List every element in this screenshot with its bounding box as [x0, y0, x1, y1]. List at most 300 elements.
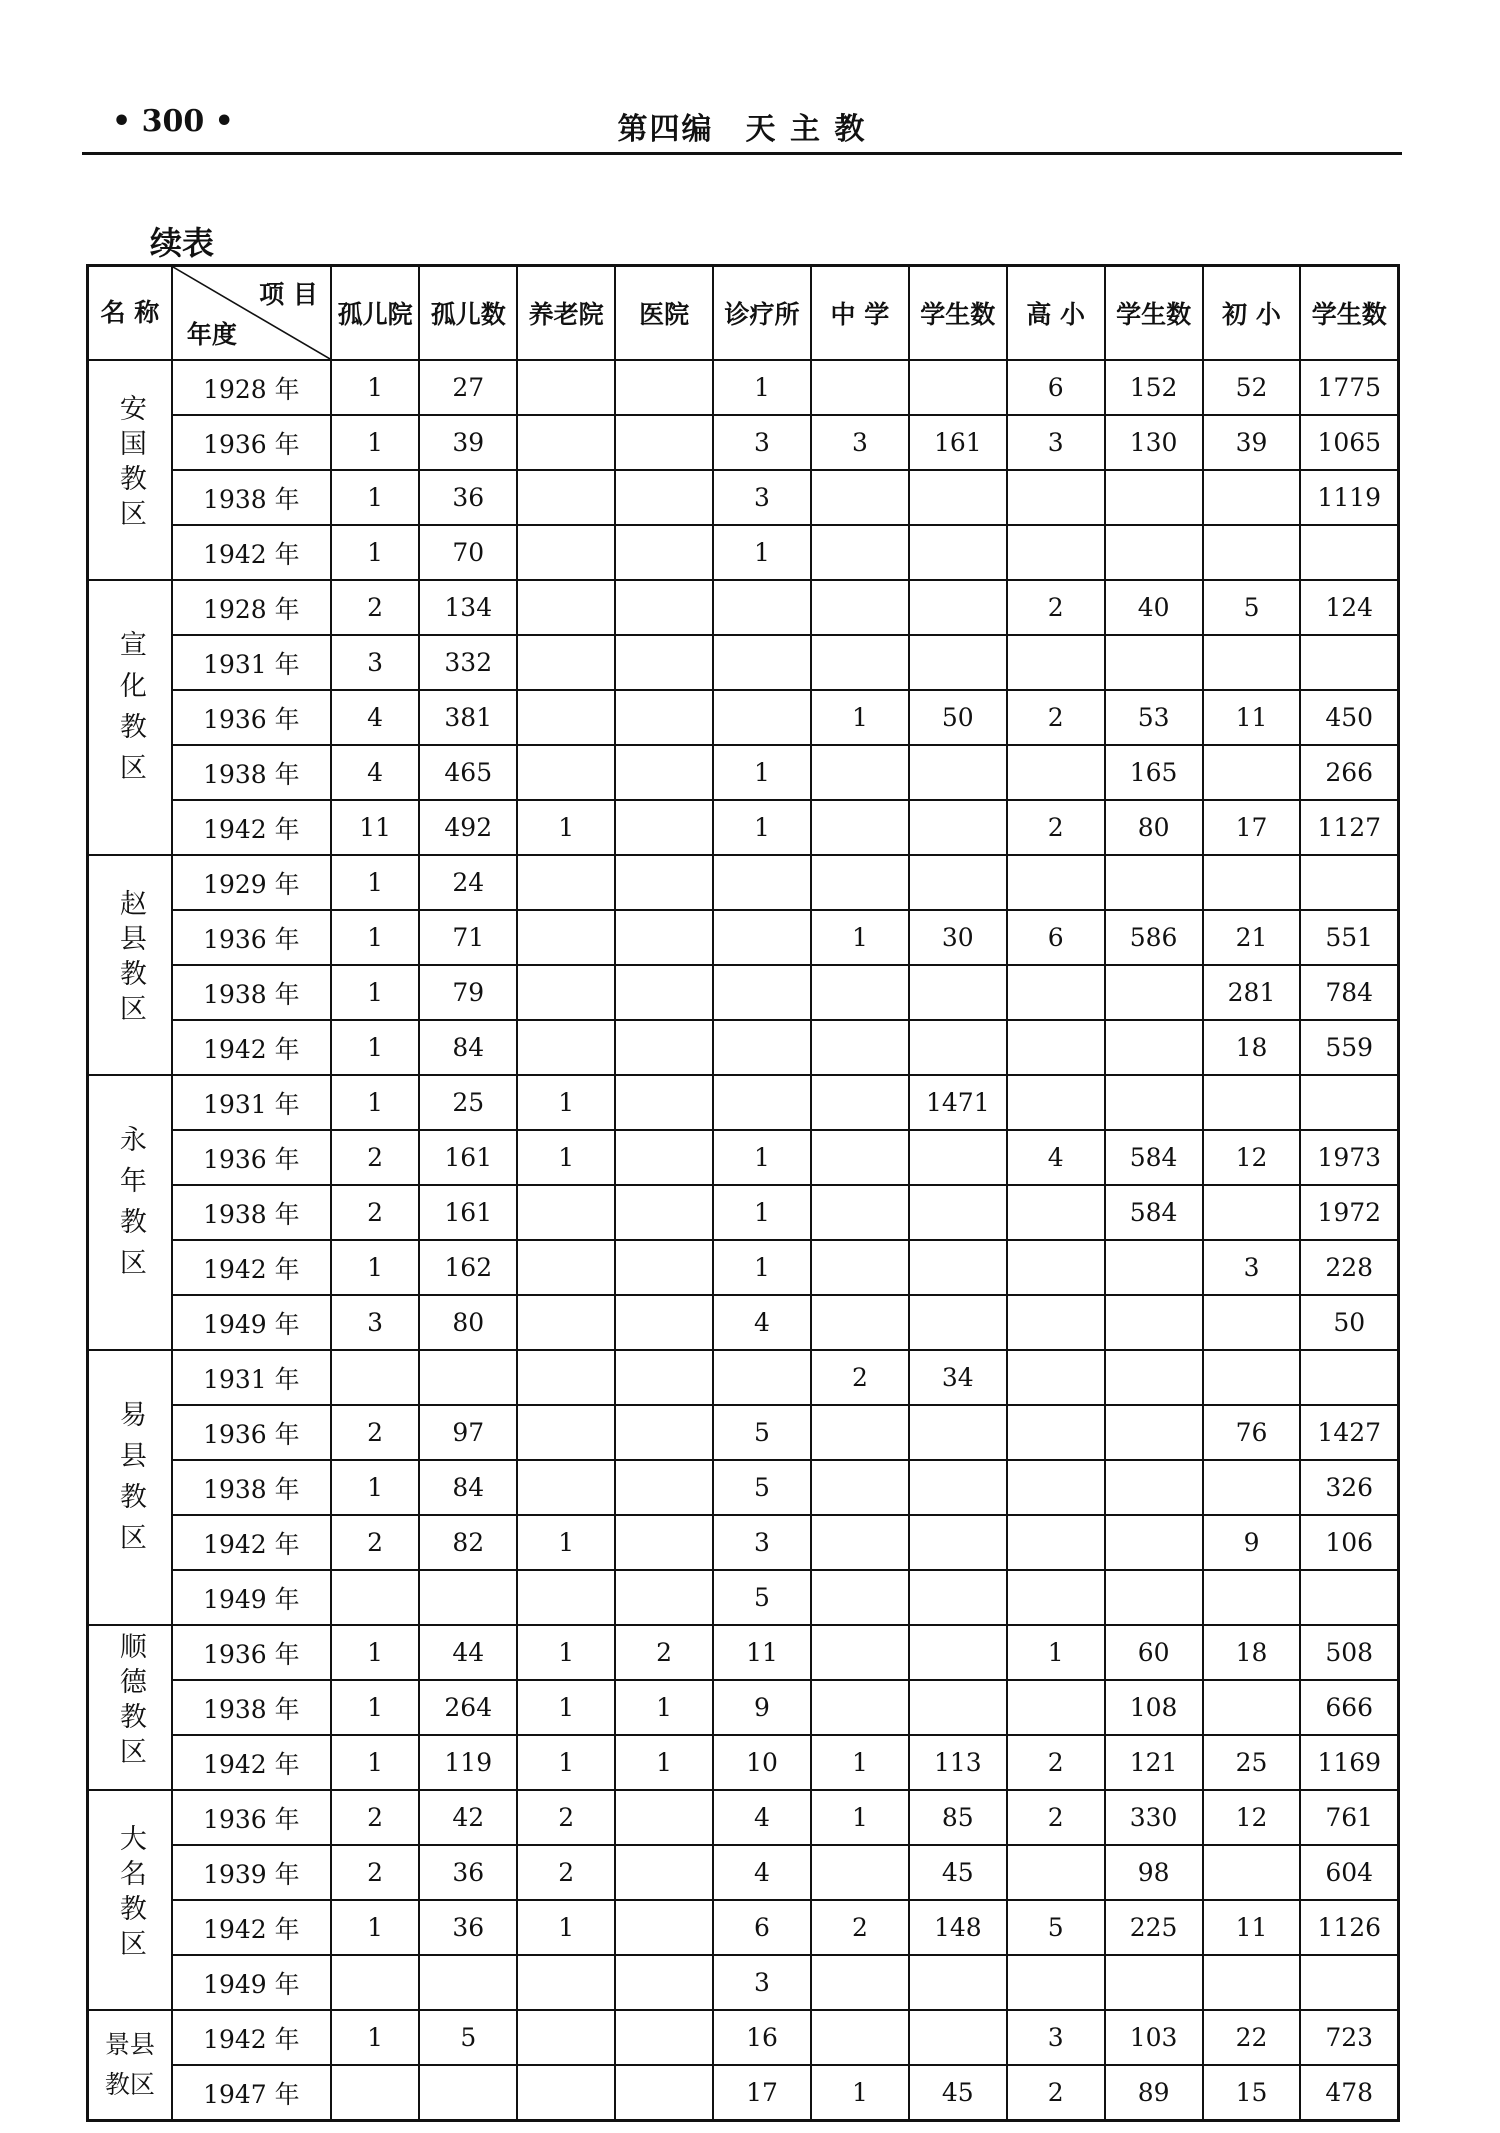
- table-cell: 89: [1105, 2065, 1203, 2121]
- table-cell: [909, 1515, 1007, 1570]
- table-row: [88, 1735, 1399, 1790]
- table-cell: 5: [713, 1405, 811, 1460]
- table-cell: 36: [419, 1845, 517, 1900]
- table-cell: 84: [419, 1020, 517, 1075]
- table-cell: [909, 1405, 1007, 1460]
- table-cell: 1775: [1300, 360, 1398, 415]
- table-cell: 1: [713, 1185, 811, 1240]
- table-cell: 1: [331, 965, 419, 1020]
- table-cell: 4: [713, 1845, 811, 1900]
- table-cell: [1007, 1295, 1105, 1350]
- table-cell: [909, 1955, 1007, 2010]
- table-cell: [1300, 635, 1398, 690]
- table-cell: [1203, 525, 1301, 580]
- table-cell: 2: [331, 1845, 419, 1900]
- table-cell: [1105, 1570, 1203, 1625]
- year-cell: 1936 年: [172, 1790, 331, 1845]
- year-cell: 1936 年: [172, 1130, 331, 1185]
- table-row: [88, 1020, 1399, 1075]
- table-row: [88, 2065, 1399, 2121]
- table-cell: [615, 1405, 713, 1460]
- table-cell: [419, 1570, 517, 1625]
- region-name-cell: [88, 1625, 172, 1790]
- table-cell: 492: [419, 800, 517, 855]
- table-cell: 2: [331, 580, 419, 635]
- table-cell: 36: [419, 1900, 517, 1955]
- table-cell: 3: [713, 1955, 811, 2010]
- region-name-cell: [88, 360, 172, 580]
- table-cell: 1: [615, 1735, 713, 1790]
- table-cell: 17: [1203, 800, 1301, 855]
- table-cell: 3: [331, 635, 419, 690]
- table-cell: 723: [1300, 2010, 1398, 2065]
- table-cell: 2: [1007, 690, 1105, 745]
- table-cell: [615, 1185, 713, 1240]
- table-cell: [1300, 1570, 1398, 1625]
- year-cell: 1949 年: [172, 1955, 331, 2010]
- table-cell: [811, 1845, 909, 1900]
- table-cell: [615, 1845, 713, 1900]
- table-cell: [713, 1075, 811, 1130]
- table-cell: [615, 1570, 713, 1625]
- table-cell: 1972: [1300, 1185, 1398, 1240]
- table-cell: [909, 1295, 1007, 1350]
- table-cell: [1203, 1350, 1301, 1405]
- table-cell: [1105, 525, 1203, 580]
- table-cell: [811, 525, 909, 580]
- table-cell: 82: [419, 1515, 517, 1570]
- table-cell: 11: [331, 800, 419, 855]
- table-cell: [909, 1020, 1007, 1075]
- table-cell: [1203, 1845, 1301, 1900]
- column-header: 初 小: [1203, 266, 1301, 361]
- column-header: 学生数: [1105, 266, 1203, 361]
- column-header: 孤儿数: [419, 266, 517, 361]
- table-cell: 97: [419, 1405, 517, 1460]
- table-cell: [909, 2010, 1007, 2065]
- table-cell: 2: [1007, 800, 1105, 855]
- table-cell: [517, 690, 615, 745]
- table-cell: 44: [419, 1625, 517, 1680]
- table-cell: 60: [1105, 1625, 1203, 1680]
- table-cell: 3: [1007, 2010, 1105, 2065]
- table-cell: [517, 1405, 615, 1460]
- table-row: [88, 1075, 1399, 1130]
- table-row: [88, 525, 1399, 580]
- table-cell: 1: [331, 1900, 419, 1955]
- table-cell: 3: [1203, 1240, 1301, 1295]
- table-cell: [1203, 470, 1301, 525]
- table-cell: 6: [1007, 360, 1105, 415]
- table-cell: [1203, 855, 1301, 910]
- table-cell: [811, 2010, 909, 2065]
- year-cell: 1938 年: [172, 965, 331, 1020]
- table-cell: [811, 1570, 909, 1625]
- table-cell: [615, 1075, 713, 1130]
- table-cell: 79: [419, 965, 517, 1020]
- table-cell: 2: [517, 1790, 615, 1845]
- table-cell: [1007, 1405, 1105, 1460]
- table-cell: [1007, 635, 1105, 690]
- table-cell: [1007, 965, 1105, 1020]
- table-row: [88, 1955, 1399, 2010]
- table-cell: [1007, 1955, 1105, 2010]
- table-header-row: [88, 266, 1399, 361]
- table-cell: 1: [331, 525, 419, 580]
- table-cell: [517, 635, 615, 690]
- table-cell: [1007, 1185, 1105, 1240]
- table-cell: 85: [909, 1790, 1007, 1845]
- table-cell: 16: [713, 2010, 811, 2065]
- table-cell: 11: [1203, 1900, 1301, 1955]
- table-cell: 2: [811, 1900, 909, 1955]
- table-cell: 1: [811, 2065, 909, 2121]
- table-row: [88, 1900, 1399, 1955]
- table-cell: 121: [1105, 1735, 1203, 1790]
- chapter-title: 第四编 天 主 教: [617, 112, 867, 147]
- table-cell: [1105, 1460, 1203, 1515]
- table-cell: 130: [1105, 415, 1203, 470]
- year-cell: 1928 年: [172, 580, 331, 635]
- table-cell: [1007, 1350, 1105, 1405]
- table-cell: [1105, 965, 1203, 1020]
- table-cell: [1300, 1955, 1398, 2010]
- table-cell: [1007, 1680, 1105, 1735]
- year-cell: 1931 年: [172, 1075, 331, 1130]
- table-cell: [615, 1350, 713, 1405]
- table-cell: [615, 1130, 713, 1185]
- table-cell: [1203, 1075, 1301, 1130]
- table-cell: [517, 1185, 615, 1240]
- table-cell: 2: [331, 1515, 419, 1570]
- year-cell: 1929 年: [172, 855, 331, 910]
- table-cell: 3: [713, 470, 811, 525]
- table-cell: 1: [517, 1900, 615, 1955]
- table-cell: [811, 1680, 909, 1735]
- table-cell: [517, 1460, 615, 1515]
- table-cell: [1105, 1075, 1203, 1130]
- table-cell: 2: [1007, 1790, 1105, 1845]
- table-cell: [615, 1790, 713, 1845]
- region-name-cell: [88, 1075, 172, 1350]
- table-cell: 1: [331, 855, 419, 910]
- table-cell: [517, 745, 615, 800]
- year-cell: 1942 年: [172, 1240, 331, 1295]
- table-cell: 1: [331, 1075, 419, 1130]
- table-cell: [909, 800, 1007, 855]
- table-cell: 30: [909, 910, 1007, 965]
- table-cell: 25: [419, 1075, 517, 1130]
- table-cell: 1: [517, 1515, 615, 1570]
- table-cell: 148: [909, 1900, 1007, 1955]
- table-row: [88, 910, 1399, 965]
- table-cell: [909, 360, 1007, 415]
- table-cell: [615, 1900, 713, 1955]
- year-cell: 1938 年: [172, 1185, 331, 1240]
- table-cell: 17: [713, 2065, 811, 2121]
- table-cell: 1427: [1300, 1405, 1398, 1460]
- table-cell: [811, 360, 909, 415]
- table-cell: [615, 1240, 713, 1295]
- table-cell: [1203, 1680, 1301, 1735]
- table-cell: 76: [1203, 1405, 1301, 1460]
- column-header: 中 学: [811, 266, 909, 361]
- table-cell: 4: [1007, 1130, 1105, 1185]
- table-cell: [615, 2065, 713, 2121]
- table-cell: 4: [713, 1790, 811, 1845]
- table-cell: 2: [331, 1405, 419, 1460]
- region-name: 景县教区: [104, 2030, 155, 2099]
- table-cell: 1: [811, 1790, 909, 1845]
- table-cell: [811, 1295, 909, 1350]
- region-name-cell: [88, 580, 172, 855]
- table-cell: 18: [1203, 1625, 1301, 1680]
- table-cell: 450: [1300, 690, 1398, 745]
- table-cell: 1: [331, 2010, 419, 2065]
- table-cell: [615, 1460, 713, 1515]
- table-cell: [517, 1240, 615, 1295]
- table-cell: 761: [1300, 1790, 1398, 1845]
- table-row: [88, 1350, 1399, 1405]
- table-cell: [517, 415, 615, 470]
- table-cell: 1127: [1300, 800, 1398, 855]
- table-cell: 34: [909, 1350, 1007, 1405]
- table-cell: 3: [713, 1515, 811, 1570]
- table-cell: [615, 415, 713, 470]
- page-number: • 300 •: [112, 104, 234, 139]
- table-cell: [1105, 635, 1203, 690]
- year-cell: 1938 年: [172, 470, 331, 525]
- table-cell: [1105, 1240, 1203, 1295]
- table-cell: 1119: [1300, 470, 1398, 525]
- table-cell: 70: [419, 525, 517, 580]
- table-continued-label: 续表: [150, 224, 215, 262]
- table-cell: [615, 1515, 713, 1570]
- table-cell: [1105, 1515, 1203, 1570]
- year-cell: 1931 年: [172, 1350, 331, 1405]
- table-row: [88, 1130, 1399, 1185]
- table-row: [88, 690, 1399, 745]
- year-cell: 1942 年: [172, 1515, 331, 1570]
- table-cell: 1: [615, 1680, 713, 1735]
- table-cell: 1: [331, 1625, 419, 1680]
- table-cell: [331, 1955, 419, 2010]
- table-cell: [909, 525, 1007, 580]
- table-cell: 24: [419, 855, 517, 910]
- table-cell: [909, 1185, 1007, 1240]
- region-name: 宣化教区: [114, 629, 146, 794]
- table-cell: 1: [331, 1460, 419, 1515]
- table-cell: [517, 1350, 615, 1405]
- table-cell: [517, 525, 615, 580]
- table-cell: [1300, 1350, 1398, 1405]
- table-row: [88, 855, 1399, 910]
- table-cell: [1300, 1075, 1398, 1130]
- table-cell: [1007, 745, 1105, 800]
- table-cell: 52: [1203, 360, 1301, 415]
- table-cell: [615, 855, 713, 910]
- table-cell: 10: [713, 1735, 811, 1790]
- table-cell: [517, 2065, 615, 2121]
- table-cell: 508: [1300, 1625, 1398, 1680]
- table-cell: 266: [1300, 745, 1398, 800]
- table-cell: 1: [713, 745, 811, 800]
- table-cell: 1: [713, 525, 811, 580]
- table-cell: 162: [419, 1240, 517, 1295]
- table-cell: 25: [1203, 1735, 1301, 1790]
- table-cell: 2: [1007, 2065, 1105, 2121]
- table-cell: [1105, 1350, 1203, 1405]
- table-cell: [811, 855, 909, 910]
- table-cell: [615, 1955, 713, 2010]
- table-cell: 1: [331, 470, 419, 525]
- table-cell: 4: [713, 1295, 811, 1350]
- table-cell: 124: [1300, 580, 1398, 635]
- table-cell: 465: [419, 745, 517, 800]
- column-header: 诊疗所: [713, 266, 811, 361]
- year-cell: 1939 年: [172, 1845, 331, 1900]
- year-cell: 1942 年: [172, 1735, 331, 1790]
- table-cell: [615, 360, 713, 415]
- table-cell: [517, 470, 615, 525]
- table-row: [88, 1460, 1399, 1515]
- table-cell: [331, 1570, 419, 1625]
- table-cell: 53: [1105, 690, 1203, 745]
- table-cell: [811, 1075, 909, 1130]
- table-cell: 21: [1203, 910, 1301, 965]
- table-cell: 1: [517, 1735, 615, 1790]
- table-cell: [615, 800, 713, 855]
- table-cell: [1007, 1845, 1105, 1900]
- table-cell: [1203, 1955, 1301, 2010]
- table-cell: 1: [713, 360, 811, 415]
- table-cell: [331, 2065, 419, 2121]
- region-name: 赵县教区: [114, 889, 146, 1029]
- table-cell: 330: [1105, 1790, 1203, 1845]
- table-cell: 228: [1300, 1240, 1398, 1295]
- table-cell: [1007, 1570, 1105, 1625]
- table-cell: [713, 580, 811, 635]
- header-rule: [82, 152, 1402, 155]
- table-cell: 586: [1105, 910, 1203, 965]
- table-row: [88, 360, 1399, 415]
- table-cell: [1105, 1295, 1203, 1350]
- table-cell: 84: [419, 1460, 517, 1515]
- year-cell: 1942 年: [172, 525, 331, 580]
- table-cell: 666: [1300, 1680, 1398, 1735]
- table-cell: [909, 1570, 1007, 1625]
- item-header-label: 项 目: [259, 280, 318, 309]
- year-cell: 1936 年: [172, 690, 331, 745]
- diagonal-header-cell: [172, 266, 331, 361]
- year-cell: 1942 年: [172, 2010, 331, 2065]
- year-header-label: 年度: [186, 320, 237, 349]
- table-cell: 3: [811, 415, 909, 470]
- table-cell: [615, 1295, 713, 1350]
- column-header: 孤儿院: [331, 266, 419, 361]
- table-cell: 161: [419, 1185, 517, 1240]
- table-cell: 1: [331, 1680, 419, 1735]
- table-cell: 103: [1105, 2010, 1203, 2065]
- table-cell: [1007, 1240, 1105, 1295]
- table-cell: 4: [331, 690, 419, 745]
- year-cell: 1947 年: [172, 2065, 331, 2121]
- table-cell: 45: [909, 2065, 1007, 2121]
- table-cell: 3: [1007, 415, 1105, 470]
- year-cell: 1938 年: [172, 745, 331, 800]
- column-header: 医院: [615, 266, 713, 361]
- table-cell: 1: [331, 415, 419, 470]
- table-cell: 1: [811, 1735, 909, 1790]
- table-cell: [1203, 1460, 1301, 1515]
- table-cell: 604: [1300, 1845, 1398, 1900]
- table-cell: 11: [713, 1625, 811, 1680]
- table-cell: 22: [1203, 2010, 1301, 2065]
- table-cell: [909, 965, 1007, 1020]
- table-cell: [1203, 1570, 1301, 1625]
- table-cell: [811, 1405, 909, 1460]
- region-name: 大名教区: [114, 1824, 146, 1964]
- table-cell: 80: [1105, 800, 1203, 855]
- table-cell: 1: [331, 910, 419, 965]
- year-cell: 1936 年: [172, 1625, 331, 1680]
- table-cell: 2: [331, 1130, 419, 1185]
- table-cell: [615, 580, 713, 635]
- table-cell: [811, 1020, 909, 1075]
- table-row: [88, 1790, 1399, 1845]
- table-cell: 1: [331, 1020, 419, 1075]
- table-cell: [615, 2010, 713, 2065]
- table-row: [88, 2010, 1399, 2065]
- table-cell: [909, 580, 1007, 635]
- table-cell: [615, 525, 713, 580]
- table-cell: 5: [713, 1570, 811, 1625]
- table-cell: 5: [713, 1460, 811, 1515]
- table-cell: 3: [331, 1295, 419, 1350]
- table-cell: 11: [1203, 690, 1301, 745]
- table-cell: 326: [1300, 1460, 1398, 1515]
- table-cell: 50: [909, 690, 1007, 745]
- table-cell: 6: [713, 1900, 811, 1955]
- table-cell: 1: [331, 360, 419, 415]
- table-cell: 2: [331, 1185, 419, 1240]
- table-cell: 165: [1105, 745, 1203, 800]
- table-row: [88, 635, 1399, 690]
- table-cell: [517, 1295, 615, 1350]
- table-cell: [1105, 1020, 1203, 1075]
- table-cell: [713, 1020, 811, 1075]
- table-cell: 1: [517, 1625, 615, 1680]
- table-cell: [1007, 470, 1105, 525]
- column-header: 养老院: [517, 266, 615, 361]
- table-cell: 98: [1105, 1845, 1203, 1900]
- table-cell: [1007, 855, 1105, 910]
- table-cell: [615, 635, 713, 690]
- region-name-cell: [88, 1350, 172, 1625]
- table-cell: [517, 2010, 615, 2065]
- table-cell: [1203, 745, 1301, 800]
- table-cell: [909, 1130, 1007, 1185]
- table-cell: [811, 1955, 909, 2010]
- table-cell: 478: [1300, 2065, 1398, 2121]
- table-cell: [419, 1955, 517, 2010]
- page-header: [82, 98, 1402, 154]
- table-cell: [811, 965, 909, 1020]
- table-cell: [713, 690, 811, 745]
- year-cell: 1942 年: [172, 1020, 331, 1075]
- name-header-label: 名 称: [100, 298, 160, 327]
- table-cell: 3: [713, 415, 811, 470]
